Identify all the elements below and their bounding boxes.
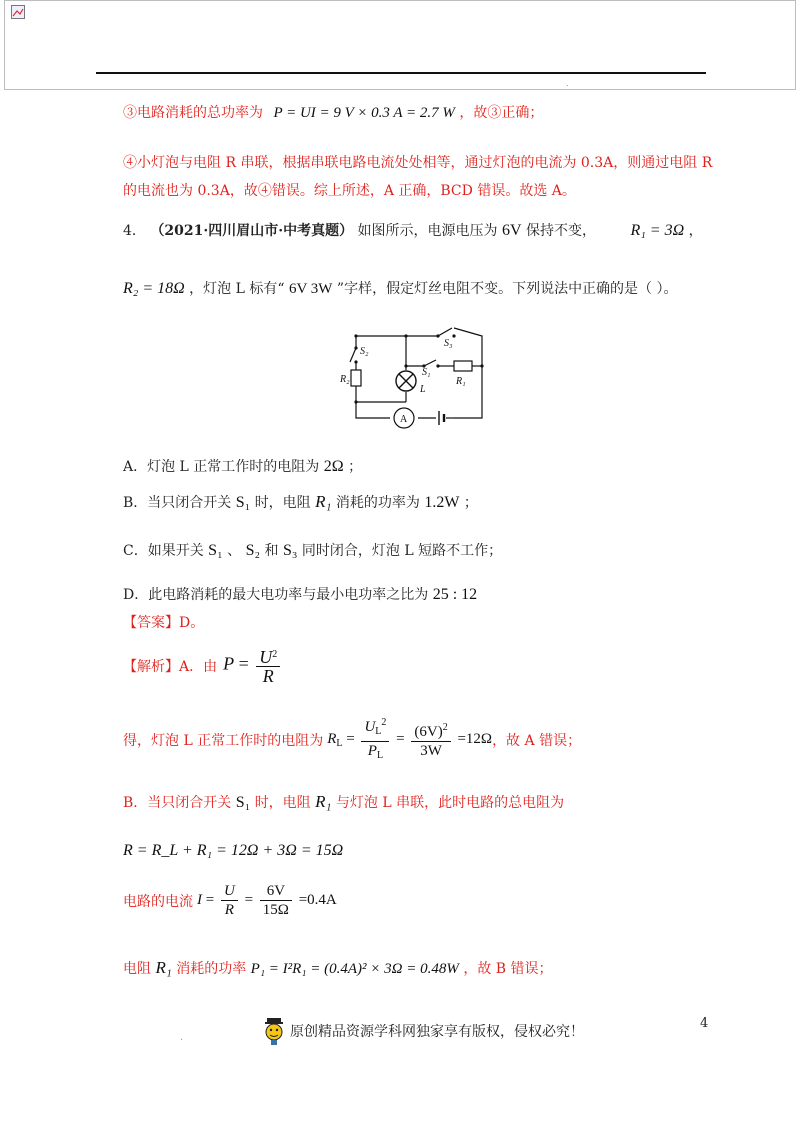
total-resistance: R = R_L + R₁ = 12Ω + 3Ω = 15Ω <box>123 842 344 859</box>
footer-dot: . <box>180 1032 184 1043</box>
label-s1: S₁ <box>422 367 431 378</box>
text: B．当只闭合开关 <box>123 495 232 511</box>
text: ， <box>688 223 703 239</box>
circuit-diagram <box>336 322 496 432</box>
text: 与灯泡 L 串联，此时电路的总电阻为 <box>335 795 565 811</box>
image-placeholder-icon <box>11 5 25 19</box>
option-c <box>123 540 502 560</box>
label-r2: R₂ <box>340 374 350 385</box>
question-number: 4． <box>123 223 146 239</box>
mascot-icon <box>262 1016 286 1046</box>
footer <box>262 1016 584 1046</box>
text: ； <box>463 495 478 511</box>
value: S₃ <box>282 542 298 559</box>
option-a <box>123 456 362 476</box>
text: 时，电阻 <box>254 795 311 811</box>
analysis-b <box>123 792 564 812</box>
label-a: A <box>400 414 408 425</box>
copyright-text: 原创精品资源学科网独家享有版权，侵权必究！ <box>290 1024 584 1040</box>
text: 同时闭合，灯泡 L 短路不工作； <box>301 543 503 559</box>
value: S₂ <box>245 542 261 559</box>
lamp-l <box>396 371 416 391</box>
value: R₁ <box>315 492 332 511</box>
resistor-r1 <box>454 361 472 371</box>
formula-rl: $R_L$ = $\frac{U_L^2}{P_L}$ = $\frac{(6V)^2}{3W}$ =12Ω <box>327 714 492 765</box>
formula-p: P = $\frac{U^2}{R}$ <box>223 646 283 685</box>
answer: 【答案】D。 <box>123 615 205 631</box>
header-rule <box>96 72 706 74</box>
analysis-current <box>123 882 337 919</box>
text: ，故 B 错误； <box>463 961 553 977</box>
solution-line-2: ④小灯泡与电阻 R 串联，根据串联电路电流处处相等，通过灯泡的电流为 0.3A，则通过电阻 R <box>123 155 713 171</box>
switch-s3 <box>436 328 455 338</box>
formula-current: I = $\frac{U}{R}$ = $\frac{6V}{15\Omega}$ =0.4A <box>197 883 337 918</box>
analysis-label: 【解析】A．由 <box>123 658 218 675</box>
text: D．此电路消耗的最大电功率与最小电功率之比为 <box>123 587 429 603</box>
text: ③电路消耗的总功率为 <box>123 105 263 121</box>
resistor-r2 <box>351 370 361 386</box>
text: 和 <box>264 543 279 559</box>
text: ”字样，假定灯丝电阻不变。下列说法中正确的是（ ）。 <box>336 281 678 297</box>
page-number: 4 <box>700 1016 709 1031</box>
value: 1.2W <box>424 494 460 511</box>
question-line-1 <box>123 220 703 240</box>
power-formula: P = UI = 9 V × 0.3 A = 2.7 W <box>273 105 455 121</box>
label-s2: S₂ <box>360 346 369 357</box>
text: 消耗的功率为 <box>335 495 420 511</box>
value: S₁ <box>235 494 251 511</box>
switch-s2 <box>350 346 358 363</box>
formula-power: P₁ = I²R₁ = (0.4A)² × 3Ω = 0.48W <box>250 961 459 977</box>
text: 电阻 <box>123 961 151 977</box>
text: ，故③正确； <box>459 105 544 121</box>
option-d <box>123 584 477 604</box>
header-dot: . <box>566 79 569 88</box>
label-l: L <box>420 384 426 395</box>
solution-line-1 <box>123 102 543 122</box>
text: B．当只闭合开关 <box>123 795 232 811</box>
label-r1: R₁ <box>456 376 466 387</box>
battery <box>439 411 444 425</box>
analysis-rl <box>123 714 581 765</box>
analysis-start <box>123 646 283 685</box>
text: ，故 A 错误； <box>492 732 582 749</box>
lamp-rating: 6V 3W <box>288 281 333 297</box>
text: 时，电阻 <box>254 495 311 511</box>
text: 消耗的功率 <box>176 961 247 977</box>
r1-value: R₁ = 3Ω <box>630 222 685 239</box>
value: 2Ω <box>323 458 344 475</box>
text: 保持不变， <box>526 223 597 239</box>
option-b <box>123 492 478 512</box>
text: 电路的电流 <box>123 893 193 910</box>
value: R₁ <box>155 958 172 977</box>
label-s3: S₃ <box>444 338 453 349</box>
value: S₁ <box>235 794 251 811</box>
r2-value: R₂ = 18Ω <box>123 280 185 297</box>
question-source: （2021·四川眉山市·中考真题） <box>150 223 354 239</box>
value: R₁ <box>315 792 332 811</box>
question-line-2 <box>123 278 678 298</box>
voltage-value: 6V <box>502 222 522 239</box>
text: C．如果开关 <box>123 543 204 559</box>
text: ，灯泡 L 标有“ <box>189 281 285 297</box>
value: 25 : 12 <box>432 586 478 603</box>
text: 得，灯泡 L 正常工作时的电阻为 <box>123 732 324 749</box>
solution-line-3: 的电流也为 0.3A，故④错误。综上所述，A 正确，BCD 错误。故选 A。 <box>123 183 576 199</box>
text: 、 <box>227 543 242 559</box>
text: A．灯泡 L 正常工作时的电阻为 <box>123 459 320 475</box>
text: 如图所示，电源电压为 <box>357 223 498 239</box>
text: ； <box>348 459 363 475</box>
page-header-frame <box>4 0 796 90</box>
value: S₁ <box>208 542 223 559</box>
analysis-power <box>123 958 553 978</box>
